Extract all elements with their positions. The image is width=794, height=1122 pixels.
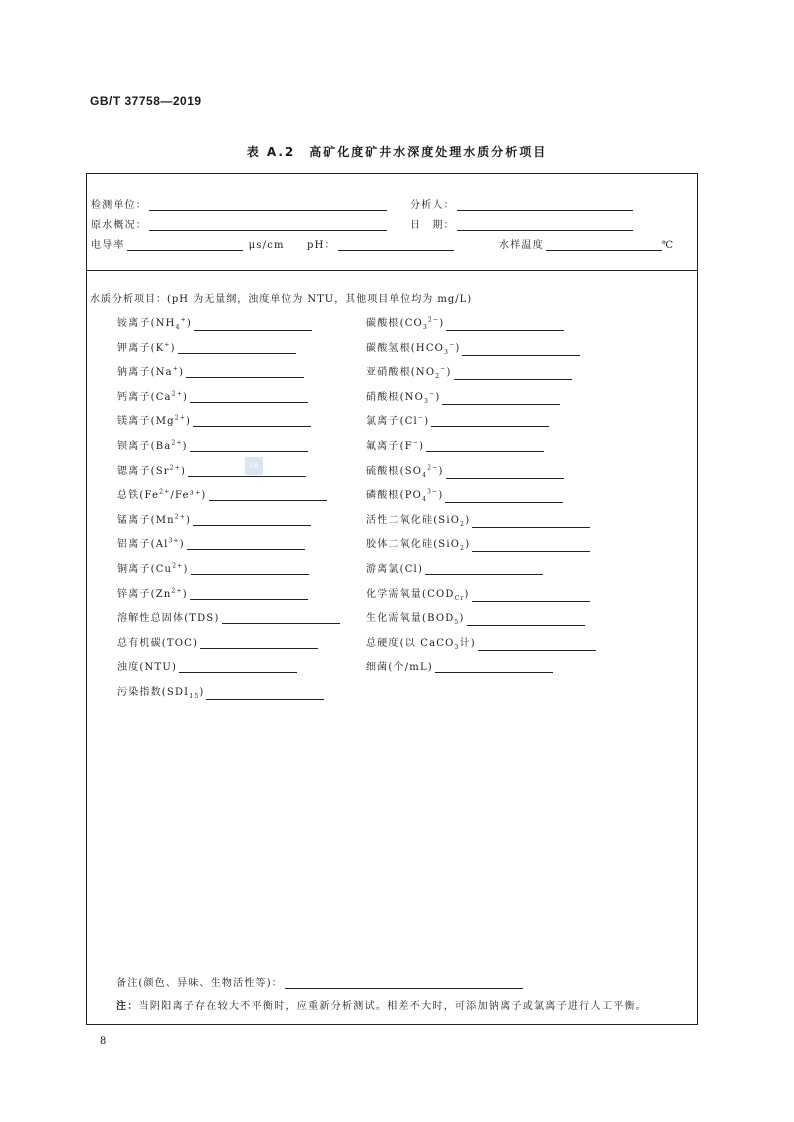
analysis-item[interactable] [117, 683, 324, 700]
item-blank[interactable] [454, 367, 572, 380]
item-blank[interactable] [435, 660, 553, 673]
item-label: 氟离子(F−) [366, 439, 425, 452]
temp-unit: ℃ [661, 240, 675, 251]
item-label: 镁离子$(Mg^{2+})$ [117, 415, 192, 428]
item-label: 钙离子$(Ca^{2+})$ [117, 390, 189, 403]
item-label: 总有机碳(TOC) [117, 637, 199, 649]
analysis-item[interactable] [117, 363, 304, 378]
ph-label: pH： [307, 240, 336, 251]
item-blank[interactable] [206, 687, 324, 700]
item-label: 活性二氧化硅(SiO$_2$) [366, 514, 471, 528]
item-label: 磷酸根$(PO_4^{3-})$ [366, 488, 444, 504]
analysis-item[interactable] [117, 634, 318, 649]
water-temp-label: 水样温度 [499, 240, 544, 251]
item-label: 钡离子$(Ba^{2+})$ [117, 439, 188, 452]
item-blank[interactable] [222, 611, 340, 624]
item-blank[interactable] [446, 466, 564, 479]
item-blank[interactable] [194, 318, 312, 331]
analysis-item[interactable] [366, 560, 543, 575]
ph-field[interactable] [307, 236, 454, 251]
item-label: 锶离子$(Sr^{2+})$ [117, 464, 187, 477]
item-label: 硫酸根$(SO_4^{2-})$ [366, 464, 444, 479]
item-blank[interactable] [472, 589, 590, 602]
analysis-item[interactable] [117, 609, 340, 624]
analysis-item[interactable] [366, 339, 580, 356]
analysis-item[interactable] [117, 339, 296, 354]
item-blank[interactable] [178, 341, 296, 354]
analysis-item[interactable] [366, 462, 564, 479]
item-blank[interactable] [445, 490, 563, 503]
item-label: 胶体二氧化硅(SiO$_2$) [366, 539, 471, 553]
analysis-item[interactable] [117, 560, 309, 575]
item-blank[interactable] [193, 513, 311, 526]
item-label: 铝离子$(Al^{3+})$ [117, 538, 185, 551]
note [116, 997, 647, 1012]
item-blank[interactable] [179, 660, 297, 673]
analyst-field[interactable] [410, 196, 633, 211]
item-label: 钠离子(Na+) [117, 365, 185, 379]
item-blank[interactable] [472, 515, 590, 528]
remark-label: 备注(颜色、异味、生物活性等)： [116, 978, 284, 989]
conductivity-blank[interactable] [127, 238, 243, 251]
analysis-item[interactable] [117, 511, 311, 526]
item-label: 细菌(个/mL) [366, 662, 433, 674]
analysis-form [86, 173, 698, 1025]
detect-unit-label: 检测单位： [91, 200, 147, 211]
analysis-item[interactable] [117, 535, 305, 550]
analysis-item[interactable] [366, 363, 572, 380]
item-blank[interactable] [187, 537, 305, 550]
analysis-item[interactable] [117, 412, 311, 427]
conductivity-label: 电导率 [91, 240, 125, 251]
ph-blank[interactable] [338, 238, 454, 251]
analysis-item[interactable] [366, 658, 553, 673]
item-blank[interactable] [190, 439, 308, 452]
item-blank[interactable] [442, 392, 560, 405]
item-blank[interactable] [426, 439, 544, 452]
item-label: 硝酸根$(NO_3^-)$ [366, 390, 441, 405]
table-title: 表 A.2 高矿化度矿井水深度处理水质分析项目 [246, 145, 548, 159]
item-blank[interactable] [200, 636, 318, 649]
page-number: 8 [100, 1036, 107, 1047]
analysis-item[interactable] [117, 585, 308, 600]
raw-water-label: 原水概况： [91, 220, 147, 231]
note-label: 注： [116, 1001, 139, 1012]
detect-unit-blank[interactable] [149, 198, 387, 211]
analysis-item[interactable] [366, 486, 563, 503]
item-blank[interactable] [191, 562, 309, 575]
item-label: 溶解性总固体(TDS) [117, 613, 220, 625]
analysis-item[interactable] [117, 314, 312, 331]
item-label: 生化需氧量$(BOD_5)$ [366, 613, 465, 627]
item-blank[interactable] [425, 562, 543, 575]
item-blank[interactable] [446, 318, 564, 331]
item-label: 铜离子$(Cu^{2+})$ [117, 562, 189, 575]
item-blank[interactable] [193, 414, 311, 427]
item-blank[interactable] [209, 488, 327, 501]
analysis-item[interactable] [366, 412, 549, 427]
section-divider [87, 270, 697, 271]
raw-water-field[interactable] [91, 216, 387, 231]
detect-unit-field[interactable] [91, 196, 387, 211]
remark-field[interactable] [116, 974, 523, 989]
analysis-item[interactable] [117, 388, 308, 403]
analysis-intro: 水质分析项目：(pH 为无量纲，浊度单位为 NTU，其他项目单位均为 mg/L) [90, 294, 473, 305]
water-temp-blank[interactable] [546, 238, 662, 251]
analysis-item[interactable] [366, 585, 590, 602]
item-label: 锌离子$(Zn^{2+})$ [117, 587, 188, 600]
item-label: 污染指数$(SDI_{15})$ [117, 687, 205, 700]
analyst-blank[interactable] [457, 198, 633, 211]
item-label: 氯离子(Cl−) [366, 415, 430, 428]
date-field[interactable] [410, 216, 633, 231]
analysis-item[interactable] [117, 462, 306, 477]
item-blank[interactable] [431, 414, 549, 427]
item-label: 锰离子$(Mn^{2+})$ [117, 513, 192, 526]
item-label: 碳酸根$(CO_3^{2-})$ [366, 316, 445, 331]
item-label: 总硬度(以 CaCO$_3$计) [366, 637, 476, 651]
analysis-item[interactable] [366, 634, 596, 651]
item-label: 碳酸氢根$(HCO_3^-)$ [366, 341, 461, 356]
item-label: 化学需氧量$(COD_{Cr})$ [366, 588, 470, 602]
raw-water-blank[interactable] [149, 218, 387, 231]
item-blank[interactable] [467, 613, 585, 626]
item-blank[interactable] [190, 390, 308, 403]
item-label: 钾离子(K+) [117, 341, 176, 354]
item-label: 游离氯(Cl) [366, 564, 424, 575]
analysis-item[interactable] [366, 609, 585, 626]
note-text: 当阴阳离子存在较大不平衡时，应重新分析测试。相差不大时，可添加钠离子或氯离子进行人工平衡。 [138, 1001, 648, 1012]
analysis-item[interactable] [366, 511, 590, 528]
analyst-label: 分析人： [410, 200, 455, 211]
analysis-item[interactable] [366, 388, 560, 405]
analysis-item[interactable] [117, 437, 308, 452]
item-label: 铵离子$(NH_4^+)$ [117, 316, 192, 331]
date-label: 日 期： [410, 220, 455, 231]
item-blank[interactable] [462, 343, 580, 356]
watermark-logo: GB [245, 457, 263, 475]
item-blank[interactable] [472, 539, 590, 552]
water-temp-field[interactable] [499, 236, 674, 251]
conductivity-unit: μs/cm [248, 240, 285, 251]
conductivity-field[interactable] [91, 236, 285, 251]
remark-blank[interactable] [285, 976, 523, 989]
analysis-item[interactable] [366, 314, 564, 331]
date-blank[interactable] [457, 218, 633, 231]
analysis-item[interactable] [117, 658, 297, 673]
analysis-item[interactable] [366, 437, 544, 452]
item-label: 亚硝酸根$(NO_2^-)$ [366, 365, 452, 381]
item-blank[interactable] [478, 638, 596, 651]
item-label: 浊度(NTU) [117, 662, 178, 674]
analysis-item[interactable] [366, 535, 590, 552]
standard-code: GB/T 37758—2019 [90, 94, 202, 108]
analysis-item[interactable] [117, 486, 327, 501]
item-label: 总铁$(Fe^{2+}/Fe^{3+})$ [117, 488, 207, 502]
item-blank[interactable] [190, 587, 308, 600]
item-blank[interactable] [186, 365, 304, 378]
